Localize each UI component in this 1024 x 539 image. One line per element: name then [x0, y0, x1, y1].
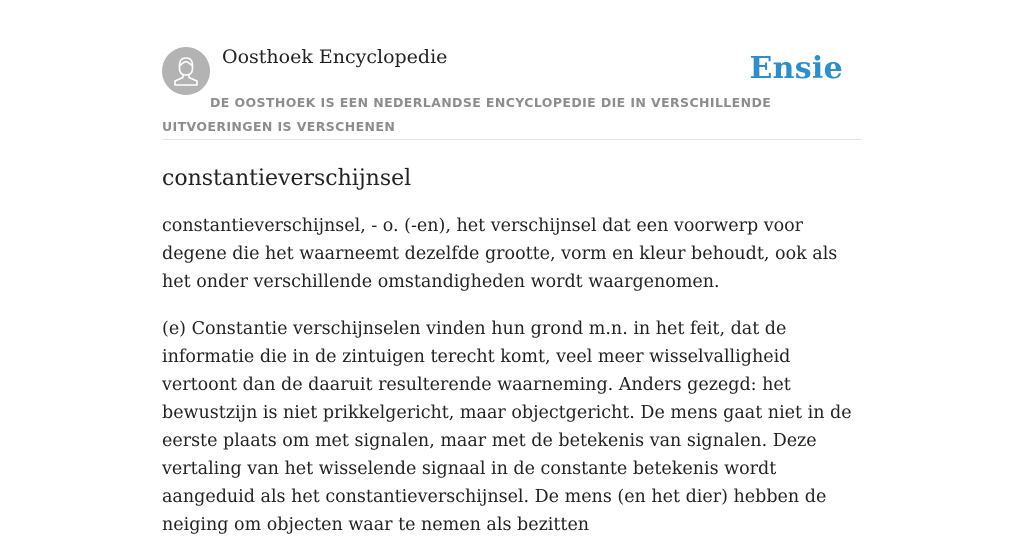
site-tagline: DE OOSTHOEK IS EEN NEDERLANDSE ENCYCLOPEDIE DIE IN VERSCHILLENDE UITVOERINGEN IS VERSCHENEN [162, 95, 772, 134]
ensie-logo[interactable]: Ensie [749, 51, 843, 86]
entry-title: constantieverschijnsel [162, 166, 412, 191]
site-name[interactable]: Oosthoek Encyclopedie [222, 46, 448, 68]
entry-explanation: (e) Constantie verschijnselen vinden hun grond m.n. in het feit, dat de informatie die in de zintuigen terecht komt, veel meer wisselvalligheid vertoont dan de daaruit resulterende waarneming. Anders gezegd: het bewustzijn is niet prikkelgericht, maar objectgericht. De mens gaat niet in de eerste plaats om met signalen, maar met de betekenis van signalen. Deze vertaling van het wisselende signaal in de constante betekenis wordt aangeduid als het constantieverschijnsel. De mens (en het dier) hebben de neiging om objecten waar te nemen als bezitten [162, 319, 852, 535]
entry-definition: constantieverschijnsel, - o. (-en), het verschijnsel dat een voorwerp voor degene die het waarneemt dezelfde grootte, vorm en kleur behoudt, ook als het onder verschillende omstandigheden wordt waargenomen. [162, 216, 838, 292]
user-icon[interactable] [162, 47, 210, 95]
entry-content [162, 160, 862, 539]
site-header [162, 0, 862, 140]
